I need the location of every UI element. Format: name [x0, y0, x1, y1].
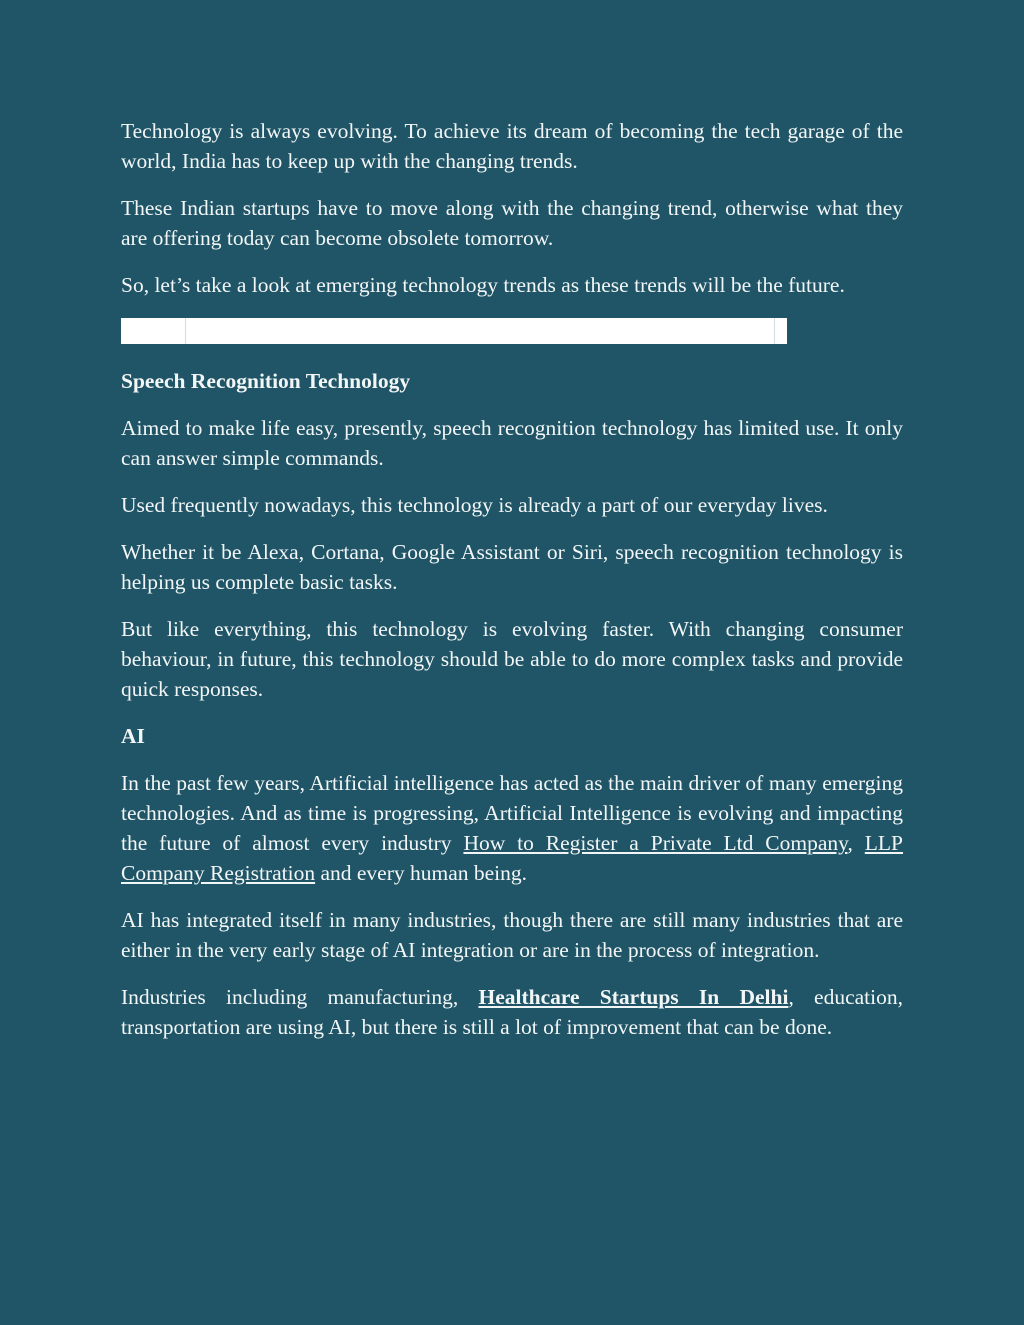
- speech-paragraph-2: Used frequently nowadays, this technology is already a part of our everyday lives.: [121, 493, 828, 517]
- healthcare-startups-link[interactable]: Healthcare Startups In Delhi: [478, 985, 789, 1009]
- embedded-image-placeholder: [121, 318, 787, 344]
- article-body: [121, 116, 903, 1059]
- ai-paragraph-3: [121, 982, 903, 1042]
- speech-recognition-heading: Speech Recognition Technology: [121, 369, 411, 393]
- image-segment-right: [774, 318, 787, 344]
- speech-paragraph-1: Aimed to make life easy, presently, speech recognition technology has limited use. It only can answer simple commands.: [121, 416, 903, 470]
- ai-paragraph-1-text: In the past few years, Artificial intelligence has acted as the main driver of many emerging technologies. And as time is progressing, Artificial Intelligence is evolving and impacting the future of almost every industry: [121, 771, 903, 855]
- intro-paragraph-1: Technology is always evolving. To achieve its dream of becoming the tech garage of the world, India has to keep up with the changing trends.: [121, 119, 903, 173]
- link-separator: ,: [847, 831, 865, 855]
- speech-paragraph-3: Whether it be Alexa, Cortana, Google Assistant or Siri, speech recognition technology is helping us complete basic tasks.: [121, 540, 903, 594]
- intro-paragraph-3: So, let’s take a look at emerging technology trends as these trends will be the future.: [121, 273, 845, 297]
- speech-paragraph-4: But like everything, this technology is evolving faster. With changing consumer behaviour, in future, this technology should be able to do more complex tasks and provide quick responses.: [121, 617, 903, 701]
- intro-paragraph-2: These Indian startups have to move along with the changing trend, otherwise what they are offering today can become obsolete tomorrow.: [121, 196, 903, 250]
- ai-heading: AI: [121, 724, 145, 748]
- ai-paragraph-3-text: Industries including manufacturing,: [121, 985, 479, 1009]
- llp-registration-link[interactable]: LLP Company Registration: [121, 831, 904, 885]
- register-private-ltd-link[interactable]: How to Register a Private Ltd Company: [463, 831, 848, 855]
- ai-paragraph-1: [121, 768, 903, 888]
- image-segment-left: [121, 318, 186, 344]
- ai-paragraph-2: AI has integrated itself in many industries, though there are still many industries that are either in the very early stage of AI integration or are in the process of integration.: [121, 908, 903, 962]
- ai-paragraph-1-tail: and every human being.: [315, 861, 528, 885]
- ai-paragraph-3-tail: , education, transportation are using AI, but there is still a lot of improvement that can be done.: [121, 985, 904, 1039]
